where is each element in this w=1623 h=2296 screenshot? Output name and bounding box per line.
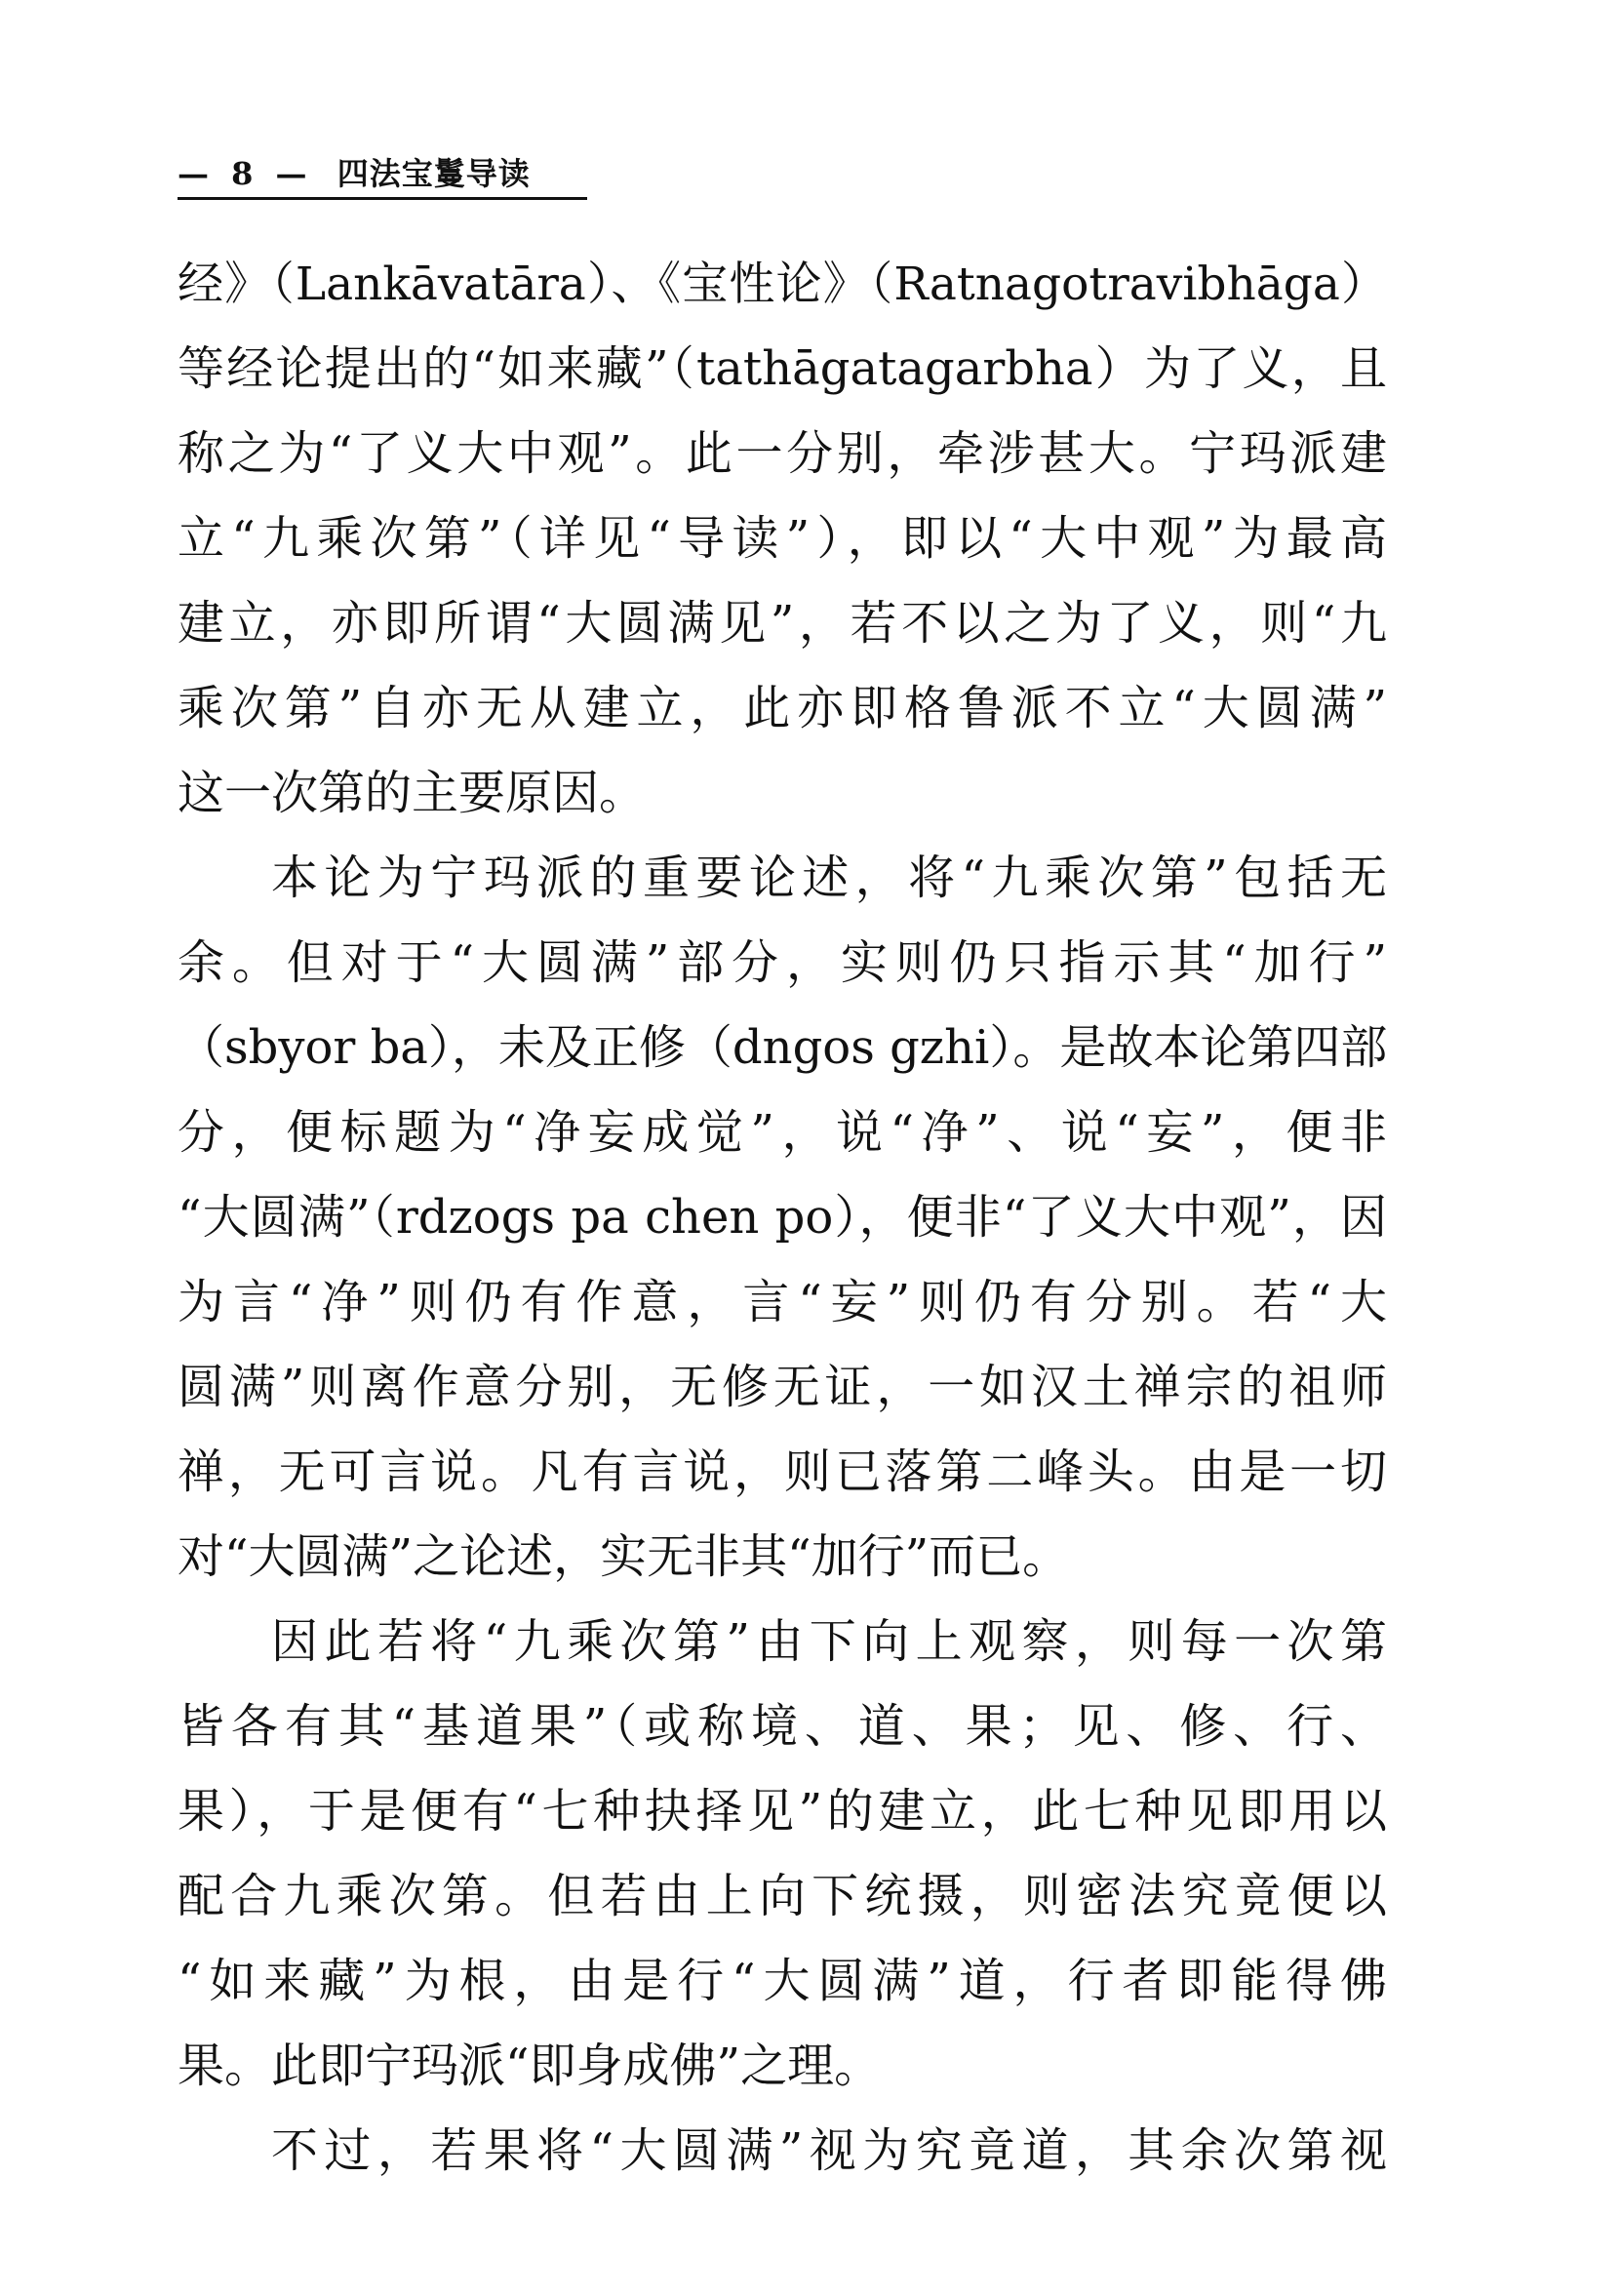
text-line: 余。但对于“大圆满”部分，实则仍只指示其“加行” [178, 935, 1387, 990]
text-line: 果。此即宁玛派“即身成佛”之理。 [178, 2039, 882, 2093]
page-number: — 8 — [178, 155, 313, 192]
text-line: 皆各有其“基道果”（或称境、道、果；见、修、行、 [178, 1699, 1387, 1754]
text-line: 等经论提出的“如来藏”（tathāgatagarbha）为了义，且 [178, 341, 1387, 396]
text-line: 对“大圆满”之论述，实无非其“加行”而已。 [178, 1529, 1070, 1584]
text-line: 因此若将“九乘次第”由下向上观察，则每一次第 [271, 1614, 1387, 1669]
text-line: 不过，若果将“大圆满”视为究竟道，其余次第视 [271, 2123, 1387, 2178]
text-line: 分，便标题为“净妄成觉”，说“净”、说“妄”，便非 [178, 1105, 1387, 1160]
text-line: “大圆满”（rdzogs pa chen po），便非“了义大中观”，因 [178, 1190, 1387, 1245]
text-line: 果），于是便有“七种抉择见”的建立，此七种见即用以 [178, 1784, 1387, 1839]
running-header [178, 154, 587, 200]
text-line: （sbyor ba），未及正修（dngos gzhi）。是故本论第四部 [178, 1020, 1387, 1075]
book-title: 四法宝鬘导读 [336, 155, 531, 192]
text-line: 立“九乘次第”（详见“导读”），即以“大中观”为最高 [178, 511, 1387, 566]
text-line: 圆满”则离作意分别，无修无证，一如汉土禅宗的祖师 [178, 1360, 1387, 1414]
text-line: “如来藏”为根，由是行“大圆满”道，行者即能得佛 [178, 1954, 1387, 2008]
text-line: 乘次第”自亦无从建立，此亦即格鲁派不立“大圆满” [178, 681, 1387, 735]
text-line: 经》（Lankāvatāra）、《宝性论》（Ratnagotravibhāga） [178, 257, 1387, 311]
text-line: 本论为宁玛派的重要论述，将“九乘次第”包括无 [271, 851, 1387, 905]
text-line: 称之为“了义大中观”。此一分别，牵涉甚大。宁玛派建 [178, 426, 1387, 481]
text-line: 这一次第的主要原因。 [178, 766, 647, 820]
body-text [178, 242, 1387, 2194]
text-line: 配合九乘次第。但若由上向下统摄，则密法究竟便以 [178, 1869, 1387, 1923]
text-line: 为言“净”则仍有作意，言“妄”则仍有分别。若“大 [178, 1275, 1387, 1329]
text-line: 禅，无可言说。凡有言说，则已落第二峰头。由是一切 [178, 1445, 1387, 1499]
text-line: 建立，亦即所谓“大圆满见”，若不以之为了义，则“九 [178, 596, 1387, 651]
